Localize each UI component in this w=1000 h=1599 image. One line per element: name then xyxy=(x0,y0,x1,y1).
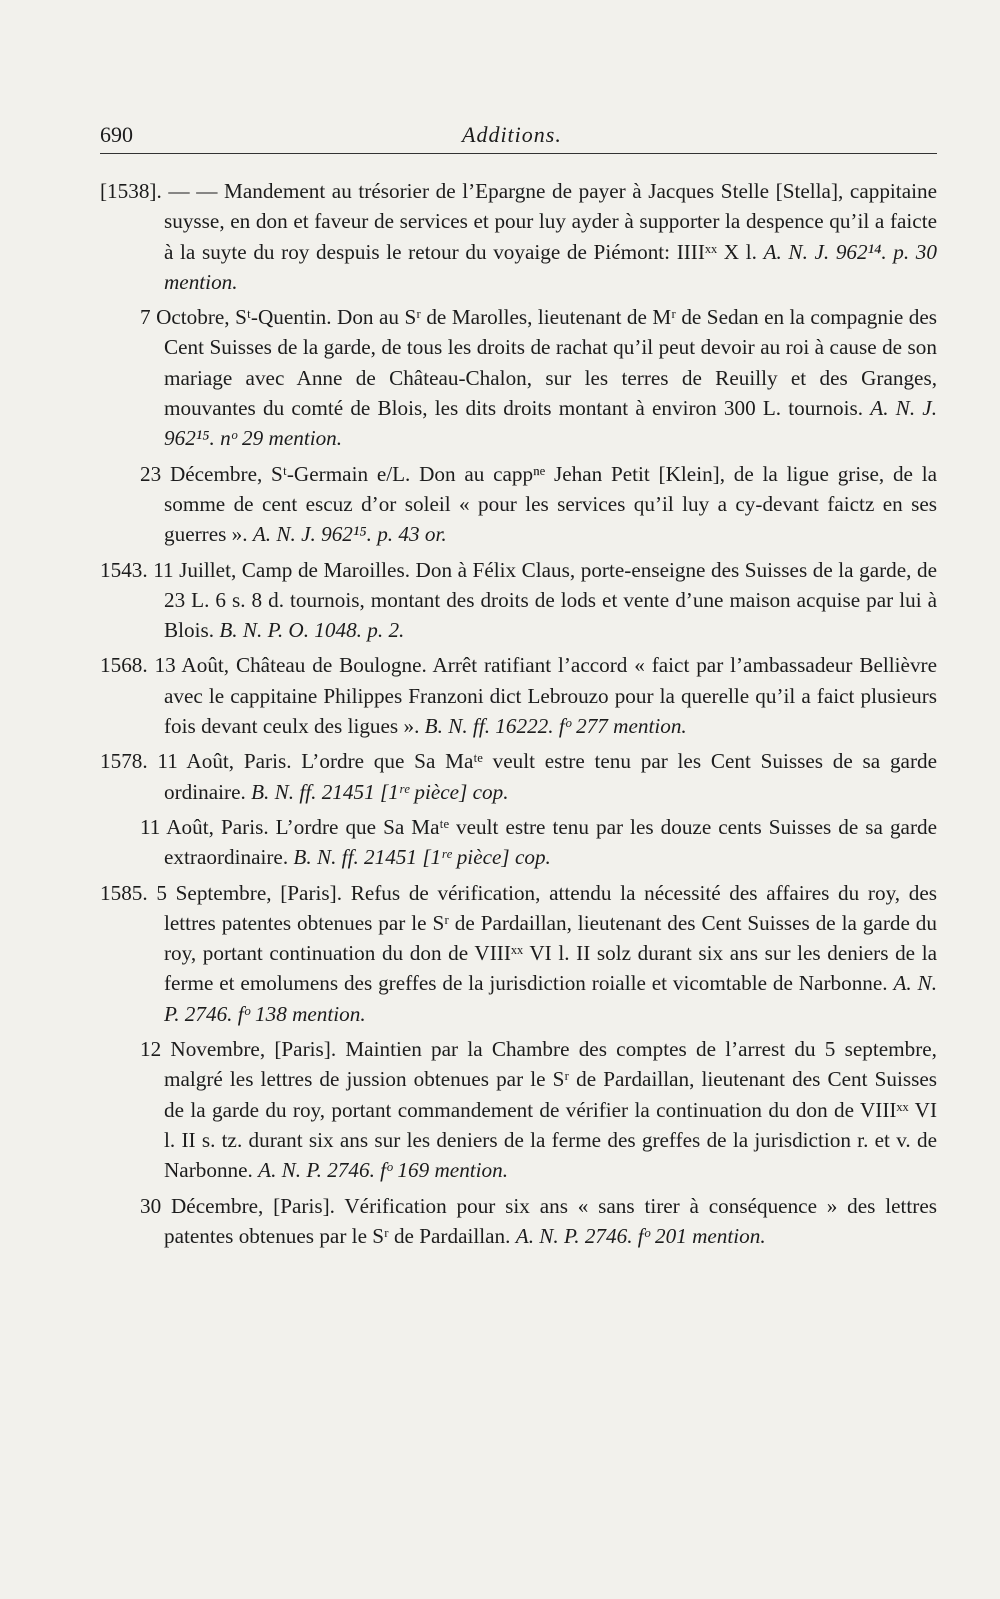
entry-12-novembre xyxy=(100,1034,937,1185)
page-number: 690 xyxy=(100,122,133,147)
entry-1543 xyxy=(100,555,937,646)
entry-text: Refus de vérification, attendu la nécessité des affaires du roy, des lettres patentes obtenues par le Sʳ de Pardaillan, lieutenant des Cent Suisses de la garde du roy, portant continuation du don de VIIIˣˣ VI l. II solz durant six ans sur les deniers de la ferme et emolumens des greffes de la jurisdiction roialle et vicomtable de Narbonne. xyxy=(164,880,938,996)
archive-reference: B. N. ff. 16222. fᵒ 277 mention. xyxy=(424,714,687,739)
entry-date: 1543. 11 Juillet, Camp de Maroilles. xyxy=(100,557,416,582)
entry-date: 23 Décembre, Sᵗ-Germain e/L. xyxy=(140,461,420,486)
entry-text: Mandement au trésorier de l’Epargne de payer à Jacques Stelle [Stella], cappitaine suysse, en don et faveur de services et pour luy ayder à supporter la despence qu’il a faicte à la suyte du roy despuis le retour du voyaige de Piémont: IIIIˣˣ X l. xyxy=(164,179,937,264)
entry-7-octobre xyxy=(100,302,937,453)
archive-reference: A. N. P. 2746. fᵒ 169 mention. xyxy=(258,1158,509,1183)
archive-reference: B. N. ff. 21451 [1ʳᵉ pièce] cop. xyxy=(251,779,509,804)
entry-23-decembre xyxy=(100,459,937,550)
page-header xyxy=(100,118,937,154)
entry-text: Don au cappⁿᵉ Jehan Petit [Klein], de la ligue grise, de la somme de cent escuz d’or soleil « pour les services qu’il luy a cy-devant faictz en ses guerres ». xyxy=(164,461,937,547)
entry-30-decembre xyxy=(100,1191,937,1252)
header-rule xyxy=(100,153,937,154)
entry-text: Arrêt ratifiant l’accord « faict par l’ambassadeur Bellièvre avec le cappitaine Philippes Franzoni dict Lebrouzo pour la querelle qu’il a faict plusieurs fois devant ceulx des ligues ». xyxy=(164,653,937,739)
entry-1585 xyxy=(100,878,937,1029)
archive-reference: A. N. J. 962¹⁵. nᵒ 29 mention. xyxy=(164,396,938,451)
archive-reference: B. N. ff. 21451 [1ʳᵉ pièce] cop. xyxy=(293,845,551,870)
entry-text: L’ordre que Sa Maᵗᵉ veult estre tenu par les Cent Suisses de sa garde ordinaire. xyxy=(164,749,937,804)
entry-date: [1538]. — — xyxy=(100,179,224,203)
archive-reference: A. N. J. 962¹⁵. p. 43 or. xyxy=(252,522,447,547)
entry-date: 12 Novembre, [Paris]. xyxy=(140,1037,346,1062)
entry-text: L’ordre que Sa Maᵗᵉ veult estre tenu par les douze cents Suisses de sa garde extraordinaire. xyxy=(164,814,937,870)
entry-date: 1578. 11 Août, Paris. xyxy=(100,749,302,774)
entry-date: 7 Octobre, Sᵗ-Quentin. xyxy=(140,305,338,330)
entry-text: Don au Sʳ de Marolles, lieutenant de Mʳ de Sedan en la compagnie des Cent Suisses de la garde, de tous les droits de rachat qu’il peut devoir au roi à cause de son mariage avec Anne de Château-Chalon, sur les terres de Reuilly et des Granges, mouvantes du comté de Blois, les dits droits montant à environ 300 L. tournois. xyxy=(164,305,937,421)
entry-text: Vérification pour six ans « sans tirer à conséquence » des lettres patentes obtenues par le Sʳ de Pardaillan. xyxy=(164,1193,938,1248)
entry-date: 1568. 13 Août, Château de Boulogne. xyxy=(100,653,433,678)
entry-date: 11 Août, Paris. xyxy=(140,814,276,839)
page-body xyxy=(100,176,937,1256)
entry-text: Maintien par la Chambre des comptes de l’arrest du 5 septembre, malgré les lettres de jussion obtenues par le Sʳ de Pardaillan, lieutenant des Cent Suisses de la garde du roy, portant commandement de vérifier la continuation du don de VIIIˣˣ VI l. II s. tz. durant six ans sur les deniers de la ferme des greffes de la jurisdiction r. et v. de Narbonne. xyxy=(164,1037,937,1183)
archive-reference: A. N. J. 962¹⁴. p. 30 mention. xyxy=(164,239,937,294)
entry-1568 xyxy=(100,650,937,741)
entry-date: 30 Décembre, [Paris]. xyxy=(140,1193,345,1218)
running-title: Additions. xyxy=(462,122,562,147)
archive-reference: A. N. P. 2746. fᵒ 138 mention. xyxy=(164,971,937,1026)
entry-date: 1585. 5 Septembre, [Paris]. xyxy=(100,880,351,905)
entry-1538 xyxy=(100,176,937,297)
archive-reference: B. N. P. O. 1048. p. 2. xyxy=(219,618,405,643)
entry-text: Don à Félix Claus, porte-enseigne des Suisses de la garde, de 23 L. 6 s. 8 d. tournois, montant des droits de lods et vente d’une maison acquise par lui à Blois. xyxy=(164,557,937,643)
entry-1578 xyxy=(100,746,937,807)
archive-reference: A. N. P. 2746. fᵒ 201 mention. xyxy=(515,1223,766,1248)
entry-11-aout xyxy=(100,812,937,873)
